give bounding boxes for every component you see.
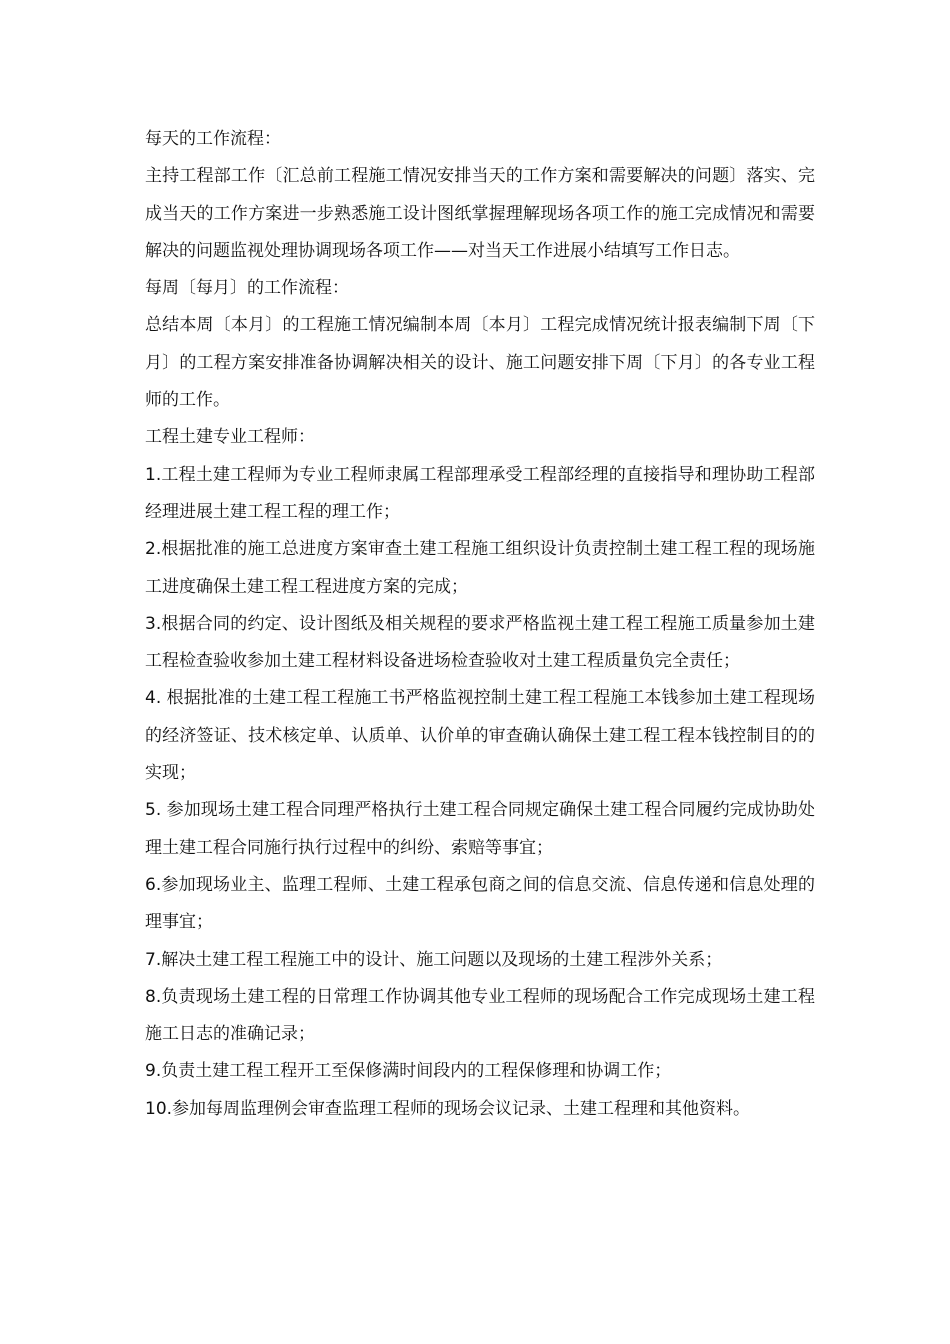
document-body xyxy=(145,121,815,1128)
list-item-10: 10.参加每周监理例会审查监理工程师的现场会议记录、土建工程理和其他资料。 xyxy=(145,1098,751,1119)
paragraph-weekly-workflow: 总结本周〔本月〕的工程施工情况编制本周〔本月〕工程完成情况统计报表编制下周〔下月〕的工程方案安排准备协调解决相关的设计、施工问题安排下周〔下月〕的各专业工程师的工作。 xyxy=(145,315,815,411)
list-item-5: 5. 参加现场土建工程合同理严格执行土建工程合同规定确保土建工程合同履约完成协助处理土建工程合同施行执行过程中的纠纷、索赔等事宜； xyxy=(145,800,815,858)
list-item-4: 4. 根据批准的土建工程工程施工书严格监视控制土建工程工程施工本钱参加土建工程现场的经济签证、技术核定单、认质单、认价单的审查确认确保土建工程工程本钱控制目的的实现； xyxy=(145,688,815,784)
list-item-3: 3.根据合同的约定、设计图纸及相关规程的要求严格监视土建工程工程施工质量参加土建工程检查验收参加土建工程材料设备进场检查验收对土建工程质量负完全责任； xyxy=(145,613,815,672)
heading-weekly-workflow: 每周〔每月〕的工作流程： xyxy=(145,278,349,299)
heading-daily-workflow: 每天的工作流程： xyxy=(145,129,281,149)
list-item-2: 2.根据批准的施工总进度方案审查土建工程施工组织设计负责控制土建工程工程的现场施工进度确保土建工程工程进度方案的完成； xyxy=(145,539,815,597)
paragraph-daily-workflow: 主持工程部工作〔汇总前工程施工情况安排当天的工作方案和需要解决的问题〕落实、完成当天的工作方案进一步熟悉施工设计图纸掌握理解现场各项工作的施工完成情况和需要解决的问题监视处理协调现场各项工作——对当天工作进展小结填写工作日志。 xyxy=(145,166,815,261)
list-item-1: 1.工程土建工程师为专业工程师隶属工程部理承受工程部经理的直接指导和理协助工程部经理进展土建工程工程的理工作； xyxy=(145,464,815,522)
heading-civil-engineer: 工程土建专业工程师： xyxy=(145,427,315,448)
list-item-8: 8.负责现场土建工程的日常理工作协调其他专业工程师的现场配合工作完成现场土建工程施工日志的准确记录； xyxy=(145,986,815,1045)
list-item-6: 6.参加现场业主、监理工程师、土建工程承包商之间的信息交流、信息传递和信息处理的理事宜； xyxy=(145,874,815,933)
list-item-9: 9.负责土建工程工程开工至保修满时间段内的工程保修理和协调工作； xyxy=(145,1061,672,1082)
list-item-7: 7.解决土建工程工程施工中的设计、施工问题以及现场的土建工程涉外关系； xyxy=(145,949,723,970)
